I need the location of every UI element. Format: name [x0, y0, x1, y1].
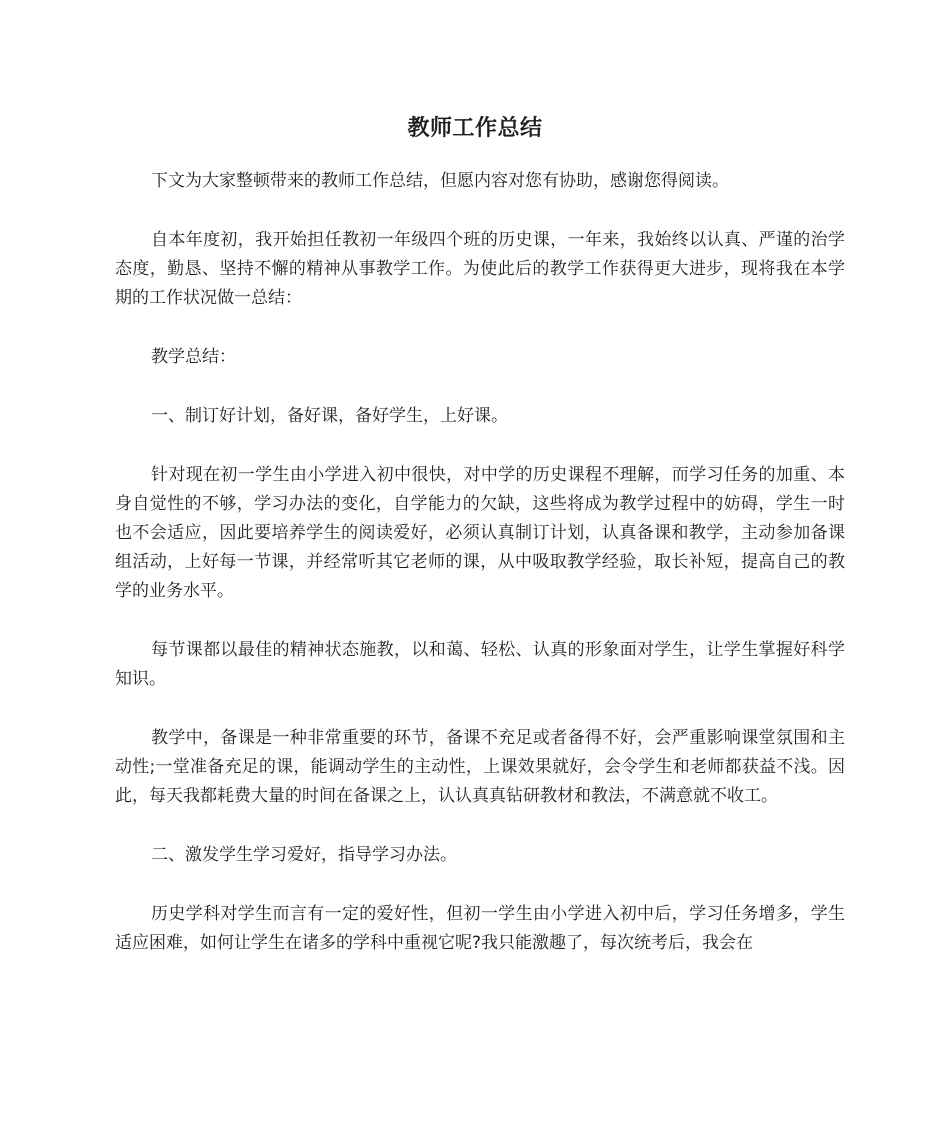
paragraph-lesson-prep: 教学中，备课是一种非常重要的环节，备课不充足或者备得不好，会严重影响课堂氛围和主动性;一堂准备充足的课，能调动学生的主动性，上课效果就好，会令学生和老师都获益不浅。因此，每天我都耗费大量的时间在备课之上，认认真真钻研教材和教法，不满意就不收工。: [115, 728, 845, 806]
paragraph-planning: 针对现在初一学生由小学进入初中很快，对中学的历史课程不理解，而学习任务的加重、本身自觉性的不够，学习办法的变化，自学能力的欠缺，这些将成为教学过程中的妨碍，学生一时也不会适应，因此要培养学生的阅读爱好，必须认真制订计划，认真备课和教学，主动参加备课组活动，上好每一节课，并经常听其它老师的课，从中吸取教学经验，取长补短，提高自己的教学的业务水平。: [115, 465, 845, 601]
section-heading-1: 一、制订好计划，备好课，备好学生，上好课。: [151, 406, 508, 426]
document-title: 教师工作总结: [407, 115, 543, 141]
paragraph-class-attitude: 每节课都以最佳的精神状态施教，以和蔼、轻松、认真的形象面对学生，让学生掌握好科学知识。: [115, 640, 845, 689]
paragraph-teaching-summary-heading: 教学总结：: [151, 347, 236, 367]
paragraph-overview: 自本年度初，我开始担任教初一年级四个班的历史课，一年来，我始终以认真、严谨的治学态度，勤恳、坚持不懈的精神从事教学工作。为使此后的教学工作获得更大进步，现将我在本学期的工作状况做一总结：: [115, 230, 845, 308]
document-body: [115, 167, 845, 988]
paragraph-intro: 下文为大家整顿带来的教师工作总结，但愿内容对您有协助，感谢您得阅读。: [151, 171, 729, 191]
paragraph-interest: 历史学科对学生而言有一定的爱好性，但初一学生由小学进入初中后，学习任务增多，学生适应困难，如何让学生在诸多的学科中重视它呢?我只能激趣了，每次统考后，我会在: [115, 904, 845, 953]
section-heading-2: 二、激发学生学习爱好，指导学习办法。: [151, 845, 457, 865]
